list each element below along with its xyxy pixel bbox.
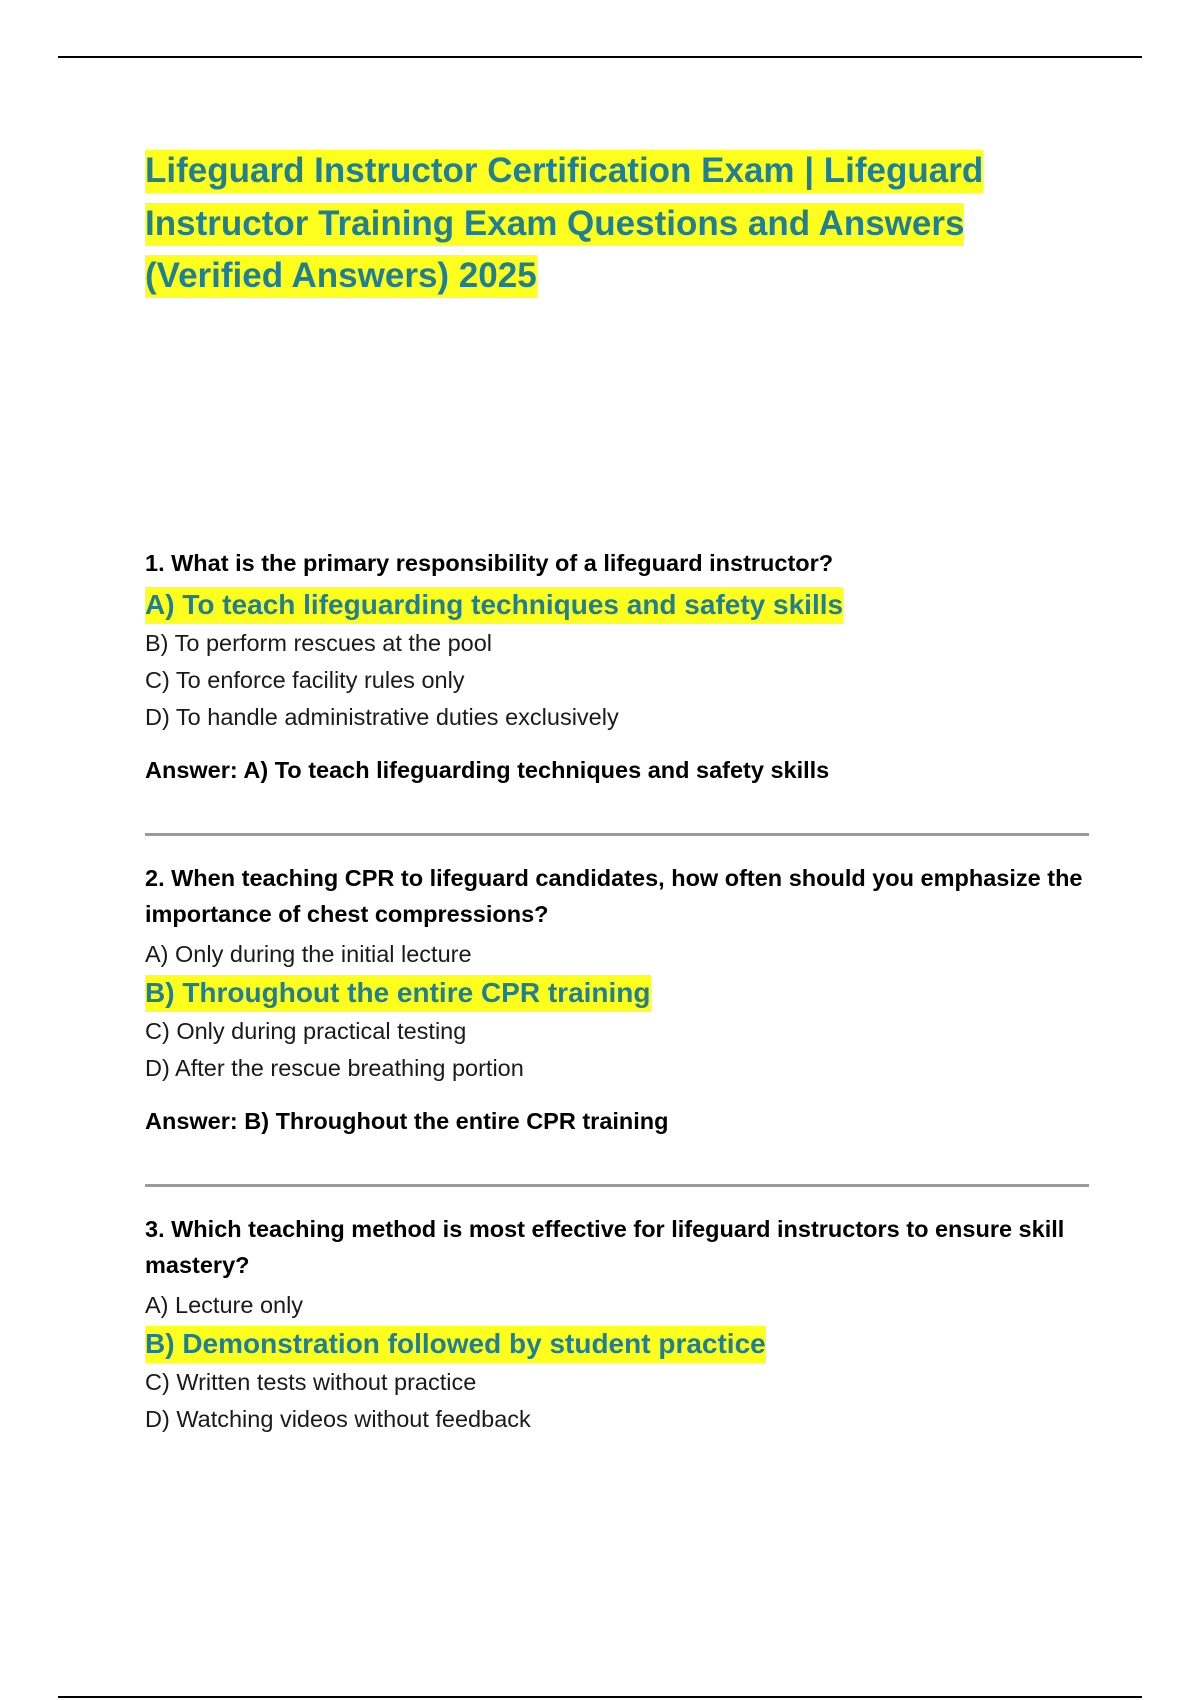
footer-rule: [58, 1696, 1142, 1698]
question-divider-2: [145, 1184, 1089, 1187]
question-1-option-c: C) To enforce facility rules only: [145, 667, 465, 693]
question-1-prompt: 1. What is the primary responsibility of a lifeguard instructor?: [145, 550, 834, 576]
question-3-option-a: A) Lecture only: [145, 1292, 304, 1318]
question-1: [145, 545, 1090, 788]
question-3-prompt: 3. Which teaching method is most effective for lifeguard instructors to ensure skill mastery?: [145, 1216, 1065, 1278]
question-3-option-b-correct: B) Demonstration followed by student practice: [145, 1324, 1090, 1364]
question-3-option-c: C) Written tests without practice: [145, 1369, 477, 1395]
question-1-answer: Answer: A) To teach lifeguarding techniques and safety skills: [145, 757, 830, 783]
question-1-option-b: B) To perform rescues at the pool: [145, 630, 493, 656]
question-2-answer: Answer: B) Throughout the entire CPR training: [145, 1108, 669, 1134]
question-2-option-b-correct: B) Throughout the entire CPR training: [145, 973, 1090, 1013]
question-divider-1: [145, 833, 1089, 836]
document-title-text: Lifeguard Instructor Certification Exam | Lifeguard Instructor Training Exam Questions and Answers (Verified Answers) 2025: [145, 150, 983, 298]
question-2-option-c: C) Only during practical testing: [145, 1018, 467, 1044]
header-rule: [58, 56, 1142, 58]
question-3: [145, 1211, 1090, 1438]
document-title: [145, 145, 1045, 303]
question-2-option-a: A) Only during the initial lecture: [145, 941, 472, 967]
question-1-option-d: D) To handle administrative duties exclusively: [145, 704, 619, 730]
question-2-option-d: D) After the rescue breathing portion: [145, 1055, 524, 1081]
question-2-prompt: 2. When teaching CPR to lifeguard candidates, how often should you emphasize the importance of chest compressions?: [145, 865, 1083, 927]
question-2: [145, 860, 1090, 1139]
question-1-option-a-correct: A) To teach lifeguarding techniques and safety skills: [145, 585, 1090, 625]
question-3-option-d: D) Watching videos without feedback: [145, 1406, 531, 1432]
